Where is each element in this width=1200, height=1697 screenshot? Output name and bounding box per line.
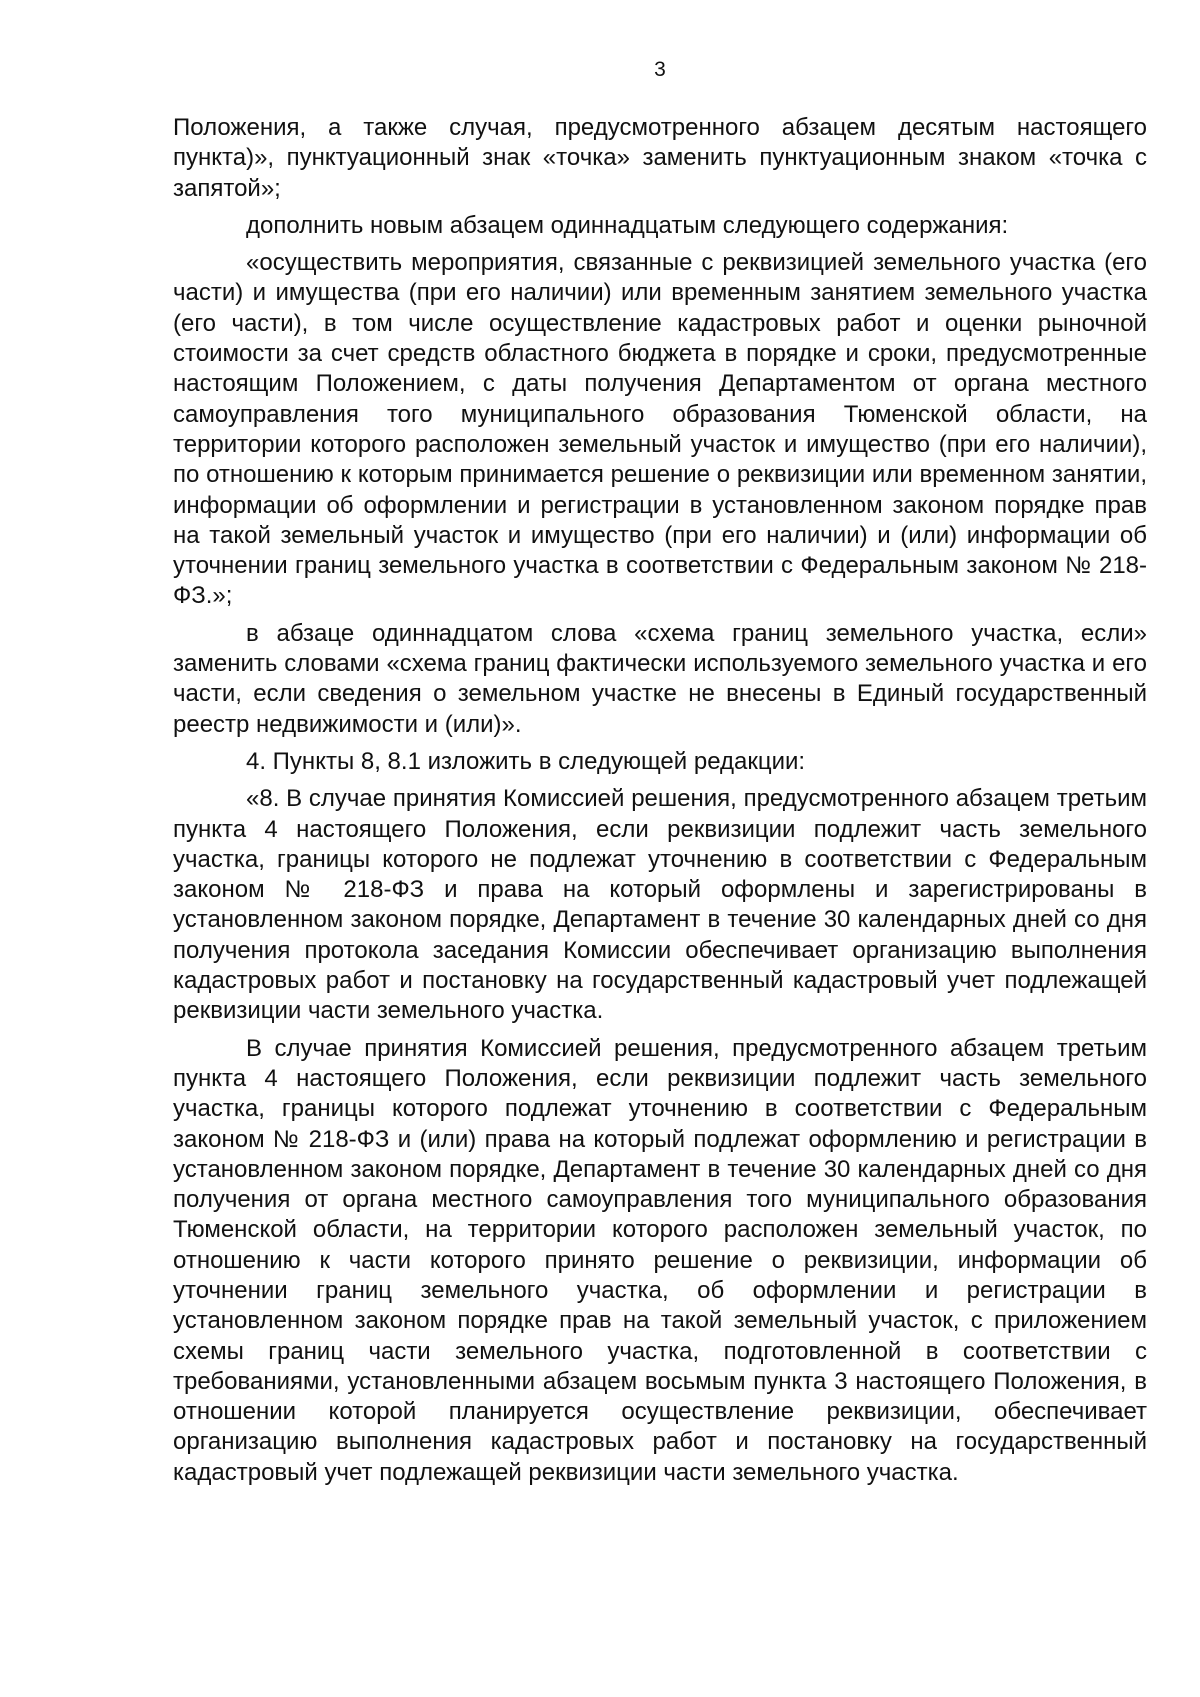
paragraph-3: «осуществить мероприятия, связанные с реквизицией земельного участка (его части) и имущества (при его наличии) или временным занятием земельного участка (его части), в том числе осуществление кадастровых работ и оценки рыночной стоимости за счет средств областного бюджета в порядке и сроки, предусмотренные настоящим Положением, с даты получения Департаментом от органа местного самоуправления того муниципального образования Тюменской области, на территории которого расположен земельный участок и имущество (при его наличии), по отношению к которым принимается решение о реквизиции или временном занятии, информации об оформлении и регистрации в установленном законом порядке прав на такой земельный участок и имущество (при его наличии) и (или) информации об уточнении границ земельного участка в соответствии с Федеральным законом № 218-ФЗ.»; bbox=[173, 249, 1147, 610]
paragraph-7: В случае принятия Комиссией решения, предусмотренного абзацем третьим пункта 4 настоящего Положения, если реквизиции подлежит часть земельного участка, границы которого подлежат уточнению в соответствии с Федеральным законом № 218-ФЗ и (или) права на который подлежат оформлению и регистрации в установленном законом порядке, Департамент в течение 30 календарных дней со дня получения от органа местного самоуправления того муниципального образования Тюменской области, на территории которого расположен земельный участок, по отношению к части которого принято решение о реквизиции, информации об уточнении границ земельного участка, об оформлении и регистрации в установленном законом порядке прав на такой земельный участок, с приложением схемы границ части земельного участка, подготовленной в соответствии с требованиями, установленными абзацем восьмым пункта 3 настоящего Положения, в отношении которой планируется осуществление реквизиции, обеспечивает организацию выполнения кадастровых работ и постановку на государственный кадастровый учет подлежащей реквизиции части земельного участка. bbox=[173, 1034, 1147, 1486]
page-number: 3 bbox=[654, 58, 666, 81]
paragraph-2: дополнить новым абзацем одиннадцатым следующего содержания: bbox=[246, 211, 1009, 239]
paragraph-5: 4. Пункты 8, 8.1 изложить в следующей редакции: bbox=[246, 747, 806, 775]
document-body bbox=[173, 113, 1147, 1488]
paragraph-4: в абзаце одиннадцатом слова «схема границ земельного участка, если» заменить словами «схема границ фактически используемого земельного участка и его части, если сведения о земельном участке не внесены в Единый государственный реестр недвижимости и (или)». bbox=[173, 619, 1147, 738]
paragraph-6: «8. В случае принятия Комиссией решения, предусмотренного абзацем третьим пункта 4 настоящего Положения, если реквизиции подлежит часть земельного участка, границы которого не подлежат уточнению в соответствии с Федеральным законом № 218-ФЗ и права на который оформлены и зарегистрированы в установленном законом порядке, Департамент в течение 30 календарных дней со дня получения протокола заседания Комиссии обеспечивает организацию выполнения кадастровых работ и постановку на государственный кадастровый учет подлежащей реквизиции части земельного участка. bbox=[173, 785, 1147, 1025]
paragraph-1: Положения, а также случая, предусмотренного абзацем десятым настоящего пункта)», пунктуационный знак «точка» заменить пунктуационным знаком «точка с запятой»; bbox=[173, 114, 1147, 202]
